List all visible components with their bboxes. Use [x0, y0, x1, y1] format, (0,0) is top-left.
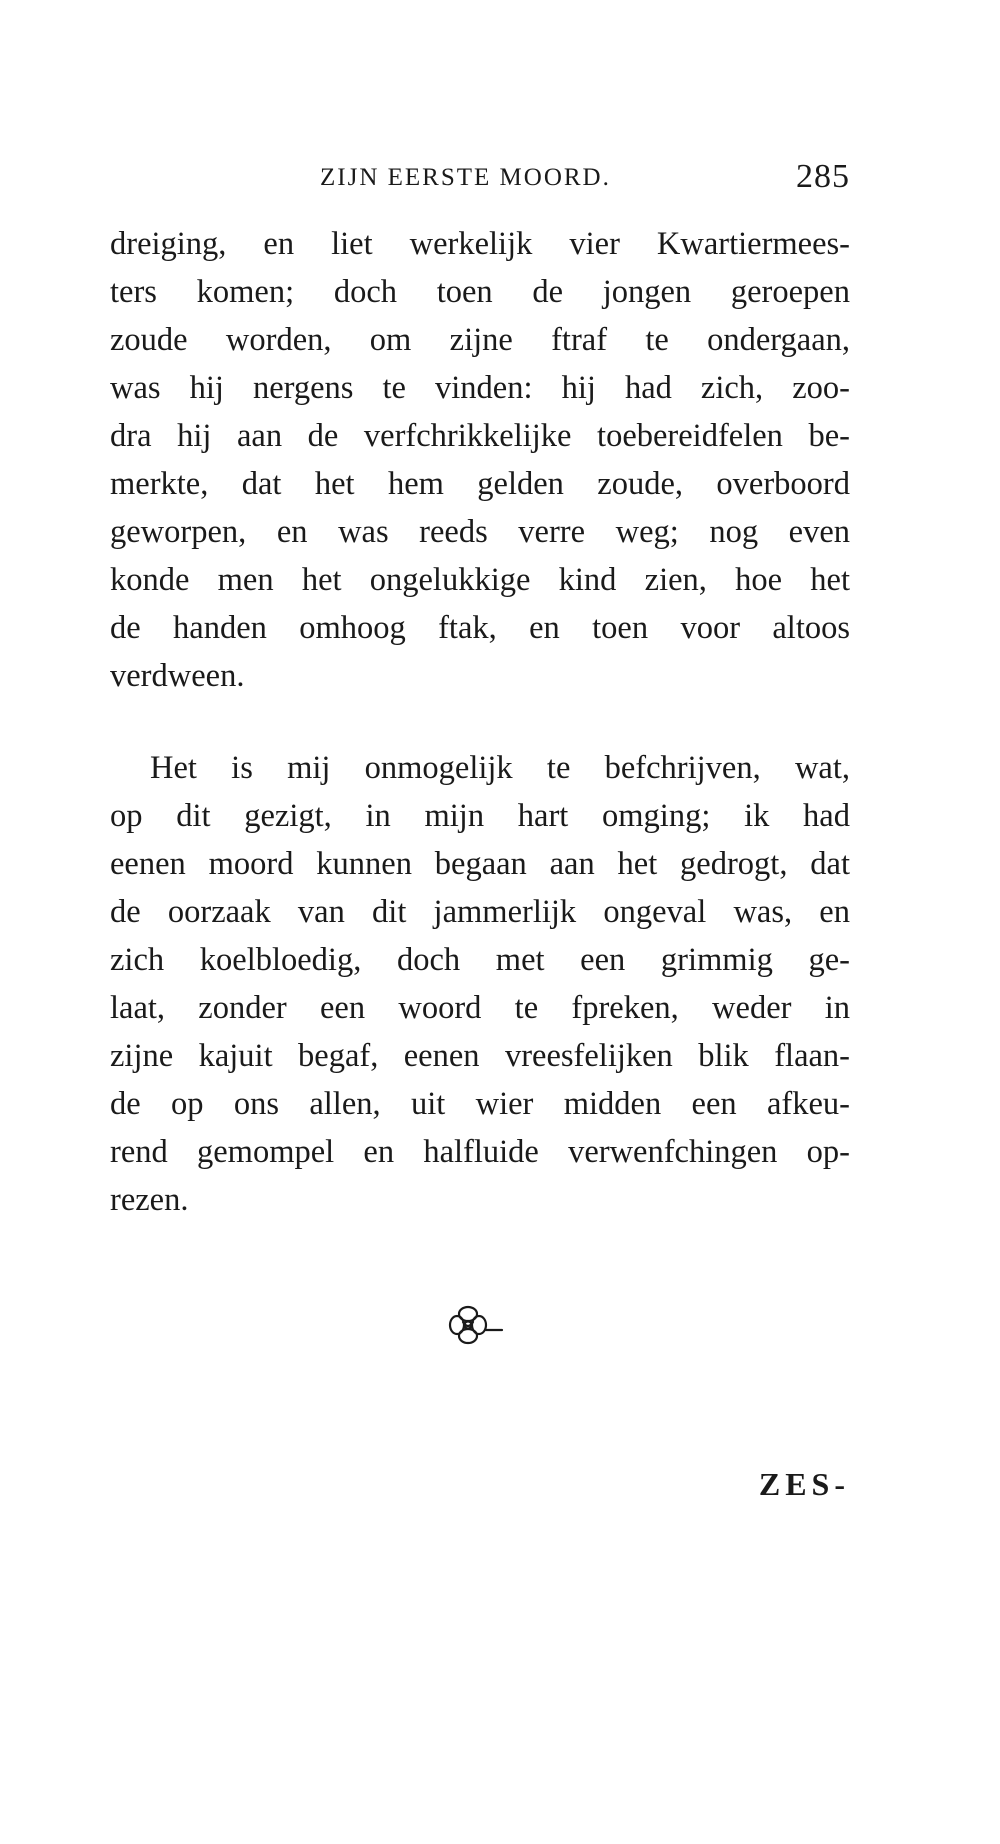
text-line: zijne kajuit begaf, eenen vreesfelijken blik flaan-: [110, 1038, 850, 1074]
text-line: Het is mij onmogelijk te befchrijven, wat,: [150, 750, 850, 786]
text-line: zich koelbloedig, doch met een grimmig ge-: [110, 942, 850, 978]
running-head: [110, 158, 850, 198]
text-line: de op ons allen, uit wier midden een afkeu-: [110, 1086, 850, 1122]
text-line: konde men het ongelukkige kind zien, hoe het: [110, 562, 850, 598]
text-line: ters komen; doch toen de jongen geroepen: [110, 274, 850, 310]
page-number: 285: [796, 158, 850, 195]
text-line: geworpen, en was reeds verre weg; nog even: [110, 514, 850, 550]
text-line: was hij nergens te vinden: hij had zich, zoo-: [110, 370, 850, 406]
running-title: ZIJN EERSTE MOORD.: [320, 164, 611, 191]
text-line: dra hij aan de verfchrikkelijke toebereidfelen be-: [110, 418, 850, 454]
text-line: dreiging, en liet werkelijk vier Kwartiermees-: [110, 226, 850, 262]
text-line: de handen omhoog ftak, en toen voor altoos: [110, 610, 850, 646]
text-line: laat, zonder een woord te fpreken, weder in: [110, 990, 850, 1026]
text-line: merkte, dat het hem gelden zoude, overboord: [110, 466, 850, 502]
text-line: rend gemompel en halfluide verwenfchingen op-: [110, 1134, 850, 1170]
catchword: ZES-: [758, 1466, 850, 1502]
text-line: de oorzaak van dit jammerlijk ongeval was, en: [110, 894, 850, 930]
text-line: verdween.: [110, 658, 245, 694]
text-line: zoude worden, om zijne ftraf te ondergaan,: [110, 322, 850, 358]
paragraph-2: [110, 744, 850, 1224]
paragraph-1: [110, 220, 850, 700]
flower-ornament-icon: [446, 1300, 516, 1350]
text-line: rezen.: [110, 1182, 189, 1218]
text-line: eenen moord kunnen begaan aan het gedrogt, dat: [110, 846, 850, 882]
text-line: op dit gezigt, in mijn hart omging; ik had: [110, 798, 850, 834]
